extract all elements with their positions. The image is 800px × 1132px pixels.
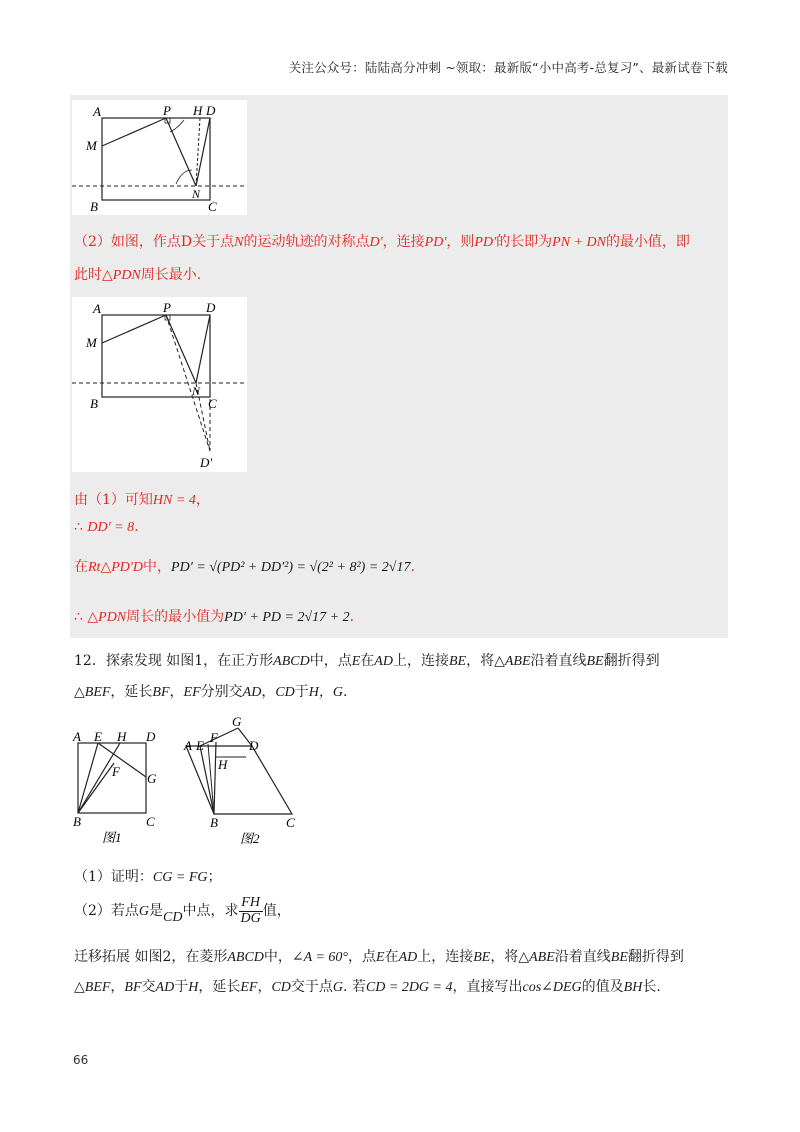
- label-A: A: [93, 104, 101, 119]
- label-G: G: [232, 714, 242, 729]
- label-D: D: [206, 103, 216, 118]
- problem12-transfer-line2: △BEF，BF交AD于H，延长EF，CD交于点G. 若CD = 2DG = 4，直接写出cos∠DEG的值及BH长.: [74, 979, 661, 995]
- solution-part2-line1: （2）如图，作点D关于点N的运动轨迹的对称点D′，连接PD′，则PD′的长即为PN + DN的最小值，即: [74, 234, 690, 250]
- label-H: H: [218, 757, 228, 772]
- figure-rectangle-fold-1: [72, 100, 247, 215]
- label-B: B: [90, 396, 98, 411]
- label-F: F: [210, 730, 218, 745]
- label-N: N: [192, 187, 201, 201]
- label-P: P: [163, 300, 171, 315]
- problem12-line1: 12．探索发现 如图1，在正方形ABCD中，点E在AD上，连接BE，将△ABE沿着直线BE翻折得到: [74, 653, 660, 669]
- solution-from-part1: 由（1）可知HN = 4，: [74, 492, 210, 508]
- label-B: B: [73, 814, 81, 829]
- label-C: C: [146, 814, 155, 829]
- label-H: H: [193, 103, 203, 118]
- label-F: F: [112, 764, 120, 779]
- fig2-caption: 图2: [240, 831, 260, 846]
- figure-rectangle-reflection: [72, 297, 247, 472]
- label-H: H: [117, 729, 127, 744]
- label-C: C: [208, 199, 217, 214]
- figure-2-rhombus: [182, 712, 307, 848]
- label-M: M: [86, 335, 97, 350]
- label-E: E: [94, 729, 102, 744]
- label-A: A: [73, 729, 81, 744]
- fraction-FH-DG: $\frac{FH}{DG}$: [240, 895, 261, 926]
- problem12-q2: （2）若点G是CD中点，求 $\frac{FH}{DG}$ 值，: [74, 895, 291, 926]
- figure-1-square: [72, 725, 167, 845]
- label-N: N: [192, 384, 201, 398]
- problem12-q1: （1）证明：CG = FG；: [74, 869, 222, 885]
- label-B: B: [90, 199, 98, 214]
- solution-therefore-1: ∴ DD′ = 8.: [74, 519, 139, 535]
- problem12-transfer-line1: 迁移拓展 如图2，在菱形ABCD中，∠A = 60°，点E在AD上，连接BE，将△ABE沿着直线BE翻折得到: [74, 949, 684, 965]
- label-Dprime: D′: [200, 455, 213, 470]
- label-A: A: [184, 738, 192, 753]
- problem12-line2: △BEF，延长BF，EF分别交AD，CD于H，G.: [74, 684, 348, 700]
- label-C: C: [286, 815, 295, 830]
- fig1-caption: 图1: [102, 830, 122, 845]
- label-D: D: [206, 300, 216, 315]
- label-G: G: [147, 771, 157, 786]
- label-D: D: [249, 738, 259, 753]
- label-D: D: [146, 729, 156, 744]
- label-E: E: [196, 738, 204, 753]
- label-A: A: [93, 301, 101, 316]
- solution-rt-triangle: 在Rt△PD′D中，PD′ = √(PD² + DD′²) = √(2² + 8²) = 2√17.: [74, 559, 415, 575]
- label-P: P: [163, 103, 171, 118]
- label-B: B: [210, 815, 218, 830]
- page-header: 关注公众号：陆陆高分冲刺 ~领取：最新版“小中高考-总复习”、最新试卷下载: [288, 60, 728, 75]
- solution-therefore-2: ∴ △PDN周长的最小值为PD′ + PD = 2√17 + 2.: [74, 609, 355, 625]
- page-number: 66: [73, 1053, 89, 1067]
- label-C: C: [208, 396, 217, 411]
- label-M: M: [86, 138, 97, 153]
- solution-part2-line2: 此时△PDN周长最小.: [74, 267, 202, 283]
